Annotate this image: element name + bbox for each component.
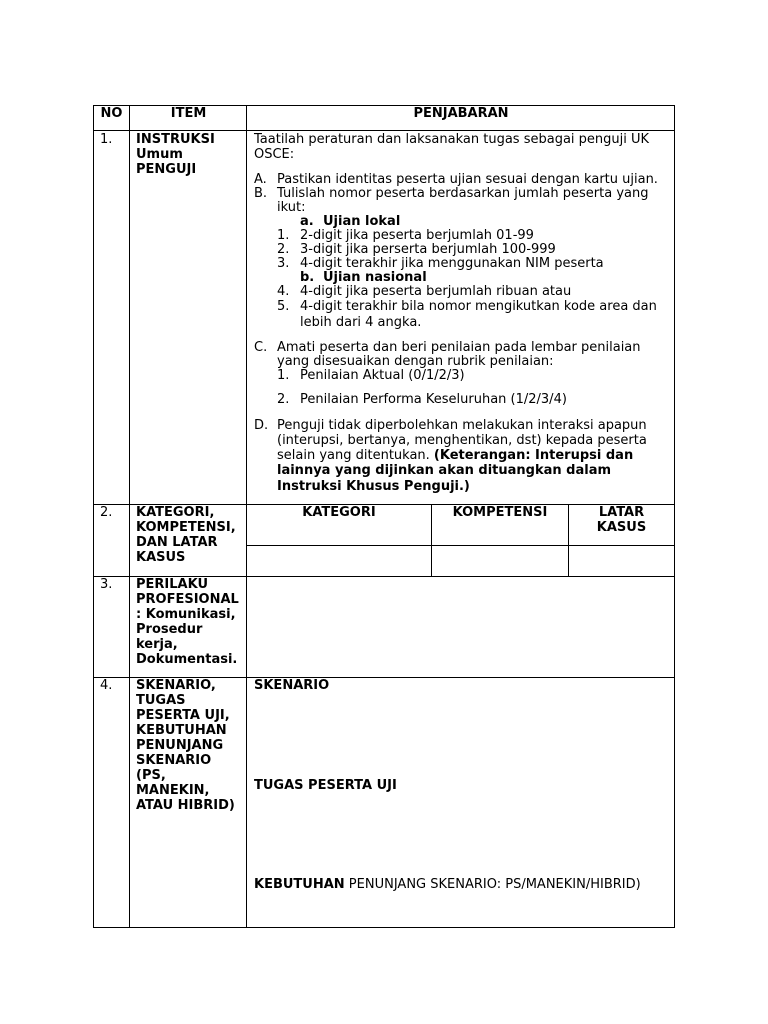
c-item-2-text: Penilaian Performa Keseluruhan (1/2/3/4)	[300, 392, 567, 407]
row4-item-line8: MANEKIN,	[136, 783, 210, 798]
point-b-text-line2: ikut:	[277, 200, 306, 215]
row3-item-line3: : Komunikasi,	[136, 607, 236, 622]
point-d-text-line3	[277, 448, 633, 463]
row4-item-line9: ATAU HIBRID)	[136, 798, 235, 813]
point-b-text-line1: Tulislah nomor peserta berdasarkan jumlah peserta yang	[277, 186, 649, 201]
nasional-item-5-cont: lebih dari 4 angka.	[300, 315, 422, 330]
row1-intro-line1: Taatilah peraturan dan laksanakan tugas sebagai penguji UK	[254, 132, 650, 147]
header-item: ITEM	[170, 106, 207, 121]
row3-number: 3.	[100, 577, 113, 592]
kebutuhan-rest: PENUNJANG SKENARIO: PS/MANEKIN/HIBRID)	[344, 877, 641, 892]
col-kompetensi-header: KOMPETENSI	[452, 505, 548, 520]
lokal-item-1-number: 1.	[277, 228, 290, 243]
point-c-text-line1: Amati peserta dan beri penilaian pada lembar penilaian	[277, 340, 641, 355]
row4-item-line1: SKENARIO,	[136, 678, 216, 693]
row4-item-line4: KEBUTUHAN	[136, 723, 227, 738]
col-latar-header-line1: LATAR	[598, 505, 645, 520]
table-divider-no	[129, 105, 130, 928]
nasional-item-4-number: 4.	[277, 284, 290, 299]
row1-number: 1.	[100, 132, 113, 147]
table-border-right	[674, 105, 675, 928]
point-d-normal-part: selain yang ditentukan.	[277, 448, 434, 463]
row2-item-line2: KOMPETENSI,	[136, 520, 236, 535]
row4-item-line3: PESERTA UJI,	[136, 708, 230, 723]
sub-a-marker: a.	[300, 214, 314, 229]
header-no: NO	[100, 106, 123, 121]
lokal-item-2-number: 2.	[277, 242, 290, 257]
point-d-keterangan-part: (Keterangan: Interupsi dan	[433, 448, 634, 463]
row3-item-line1: PERILAKU	[136, 577, 209, 592]
row2-item-line3: DAN LATAR	[136, 535, 218, 550]
point-d-text-line2: (interupsi, bertanya, menghentikan, dst) kepada peserta	[277, 433, 647, 448]
point-c-marker: C.	[254, 340, 268, 355]
lokal-item-3-text: 4-digit terakhir jika menggunakan NIM peserta	[300, 256, 604, 271]
table-border-left	[93, 105, 94, 928]
row1-item-line2: Umum	[136, 147, 183, 162]
row2-item-line1: KATEGORI,	[136, 505, 215, 520]
point-d-bold-line1: lainnya yang dijinkan akan dituangkan dalam	[277, 463, 612, 478]
lokal-item-1-text: 2-digit jika peserta berjumlah 01-99	[300, 228, 534, 243]
row1-item-line1: INSTRUKSI	[136, 132, 215, 147]
skenario-heading: SKENARIO	[254, 678, 330, 693]
point-d-marker: D.	[254, 418, 269, 433]
row2-inner-line	[246, 545, 675, 546]
nasional-item-5-text: 4-digit terakhir bila nomor mengikutkan kode area dan	[300, 299, 657, 314]
row4-item-line6: SKENARIO	[136, 753, 212, 768]
nasional-item-4-text: 4-digit jika peserta berjumlah ribuan atau	[300, 284, 572, 299]
row2-number: 2.	[100, 505, 113, 520]
header-penjabaran: PENJABARAN	[413, 106, 509, 121]
sub-b-marker: b.	[300, 270, 315, 285]
col-latar-header-line2: KASUS	[596, 520, 647, 535]
point-a-text: Pastikan identitas peserta ujian sesuai dengan kartu ujian.	[277, 172, 658, 187]
c-item-2-number: 2.	[277, 392, 290, 407]
row1-item-line3: PENGUJI	[136, 162, 197, 177]
nasional-item-5-number: 5.	[277, 299, 290, 314]
kebutuhan-bold: KEBUTUHAN	[254, 877, 345, 892]
row1-intro-line2: OSCE:	[254, 147, 295, 162]
row3-item-line4: Prosedur	[136, 622, 203, 637]
row3-item-line5: kerja,	[136, 637, 178, 652]
row2-item-line4: KASUS	[136, 550, 186, 565]
sub-a-label: Ujian lokal	[323, 214, 401, 229]
row4-item-line7: (PS,	[136, 768, 166, 783]
point-c-text-line2: yang disesuaikan dengan rubrik penilaian:	[277, 354, 554, 369]
point-d-bold-line2: Instruksi Khusus Penguji.)	[277, 479, 470, 494]
c-item-1-text: Penilaian Aktual (0/1/2/3)	[300, 368, 465, 383]
sub-b-label: Ujian nasional	[323, 270, 427, 285]
lokal-item-2-text: 3-digit jika perserta berjumlah 100-999	[300, 242, 556, 257]
row3-item-line6: Dokumentasi.	[136, 652, 238, 667]
point-a-marker: A.	[254, 172, 267, 187]
row4-item-line2: TUGAS	[136, 693, 186, 708]
lokal-item-3-number: 3.	[277, 256, 290, 271]
row4-number: 4.	[100, 678, 113, 693]
table-border-bottom	[93, 927, 675, 928]
tugas-peserta-heading: TUGAS PESERTA UJI	[254, 778, 397, 793]
row3-item-line2: PROFESIONAL	[136, 592, 239, 607]
kebutuhan-heading	[254, 877, 641, 892]
c-item-1-number: 1.	[277, 368, 290, 383]
point-d-text-line1: Penguji tidak diperbolehkan melakukan interaksi apapun	[277, 418, 647, 433]
col-kategori-header: KATEGORI	[302, 505, 376, 520]
row4-item-line5: PENUNJANG	[136, 738, 224, 753]
point-b-marker: B.	[254, 186, 268, 201]
header-bottom-line	[93, 130, 675, 131]
